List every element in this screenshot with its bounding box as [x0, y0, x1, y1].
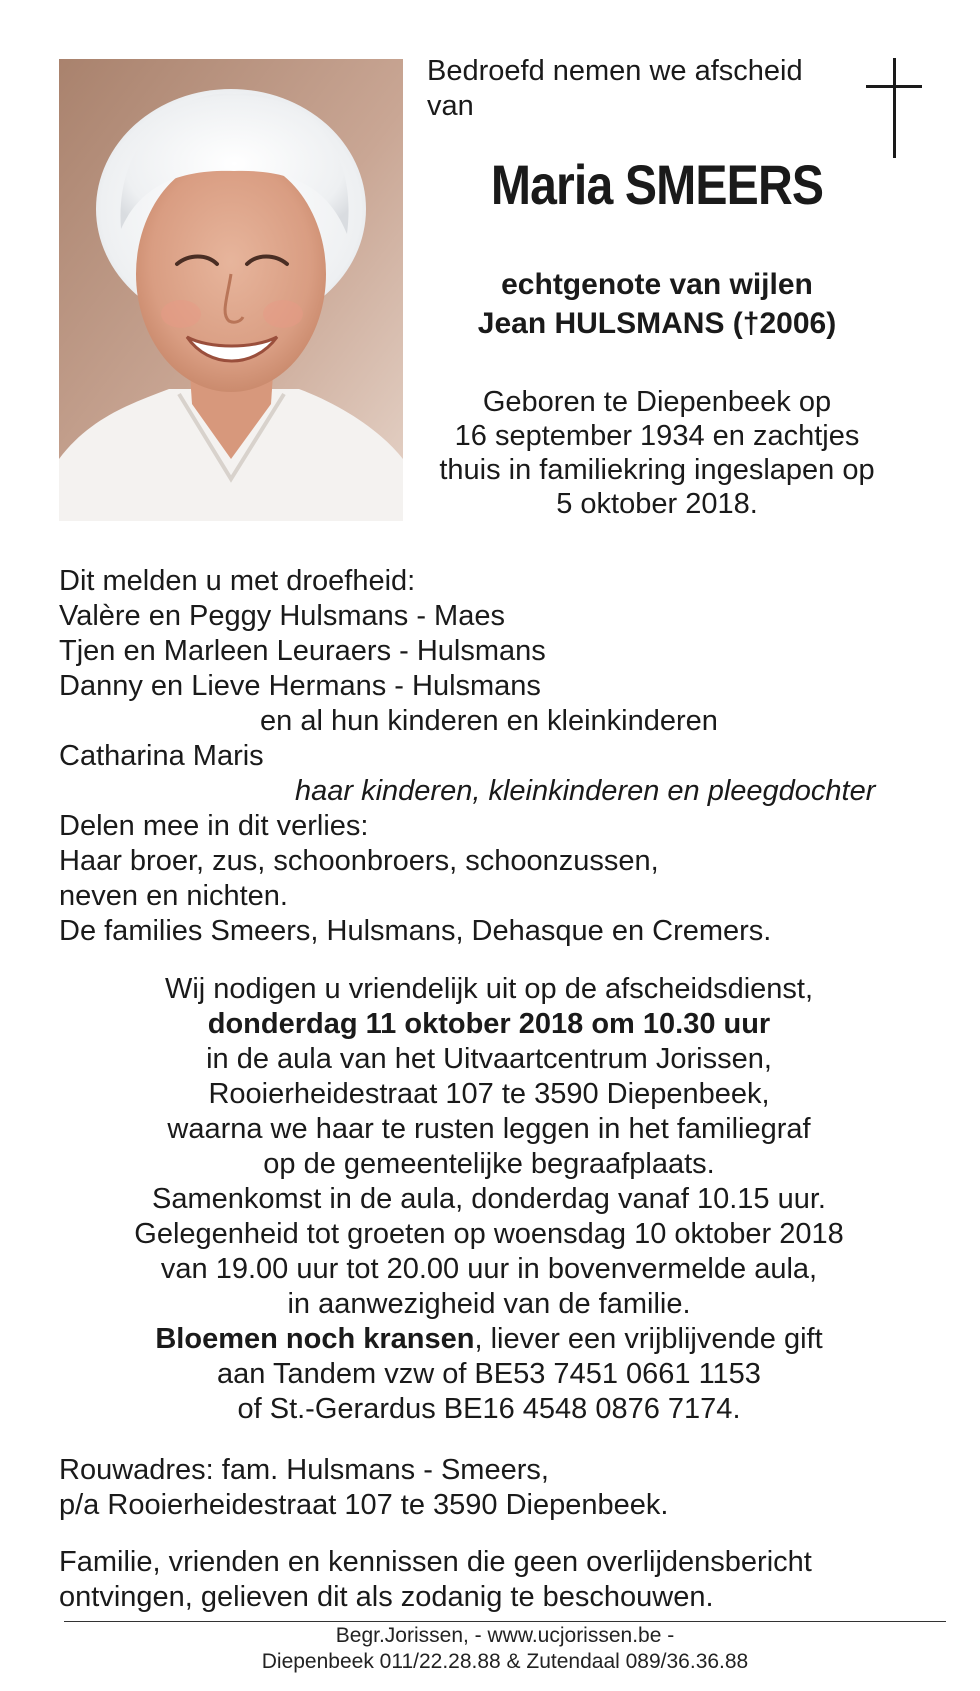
service-line: Rooierheidestraat 107 te 3590 Diepenbeek,	[208, 1078, 770, 1110]
portrait-illustration	[59, 59, 403, 521]
service-line: Gelegenheid tot groeten op woensdag 10 oktober 2018	[134, 1218, 844, 1250]
family-line-italic: haar kinderen, kleinkinderen en pleegdochter	[295, 775, 876, 807]
funeral-home-footer	[64, 1623, 946, 1675]
family-line: Valère en Peggy Hulsmans - Maes	[59, 600, 505, 632]
family-line: neven en nichten.	[59, 880, 288, 912]
notice-line-1: Familie, vrienden en kennissen die geen overlijdensbericht	[59, 1546, 812, 1578]
family-line: Dit melden u met droefheid:	[59, 565, 416, 597]
family-line: Delen mee in dit verlies:	[59, 810, 369, 842]
intro-line-1: Bedroefd nemen we afscheid	[427, 55, 803, 87]
family-announcement	[59, 564, 939, 949]
family-line: Danny en Lieve Hermans - Hulsmans	[59, 670, 541, 702]
service-line: op de gemeentelijke begraafplaats.	[263, 1148, 715, 1180]
birth-line: 16 september 1934 en zachtjes	[454, 420, 860, 452]
service-details	[59, 972, 919, 1427]
footer-divider	[64, 1621, 946, 1622]
service-date-time-bold: donderdag 11 oktober 2018 om 10.30 uur	[207, 1008, 771, 1040]
service-line: Wij nodigen u vriendelijk uit op de afscheidsdienst,	[164, 973, 814, 1005]
service-line: in aanwezigheid van de familie.	[287, 1288, 691, 1320]
spouse-line-1: echtgenote van wijlen	[501, 268, 813, 301]
birth-line: thuis in familiekring ingeslapen op	[439, 454, 875, 486]
intro-text	[427, 54, 857, 124]
address-line-2: p/a Rooierheidestraat 107 te 3590 Diepenbeek.	[59, 1489, 669, 1521]
family-line: en al hun kinderen en kleinkinderen	[260, 705, 718, 737]
footer-line-1: Begr.Jorissen, - www.ucjorissen.be -	[335, 1624, 675, 1647]
family-line: De families Smeers, Hulsmans, Dehasque en Cremers.	[59, 915, 772, 947]
service-date-time	[59, 1007, 919, 1042]
family-line: Catharina Maris	[59, 740, 264, 772]
birth-death-block	[427, 385, 887, 521]
spouse-line-2: Jean HULSMANS (†2006)	[477, 307, 837, 340]
birth-line: Geboren te Diepenbeek op	[482, 386, 832, 418]
notice-line-2: ontvingen, gelieven dit als zodanig te beschouwen.	[59, 1581, 714, 1613]
service-line: of St.-Gerardus BE16 4548 0876 7174.	[237, 1393, 741, 1425]
intro-line-2: van	[427, 90, 474, 122]
cross-icon	[866, 58, 922, 158]
service-line: waarna we haar te rusten leggen in het familiegraf	[167, 1113, 811, 1145]
closing-notice	[59, 1545, 939, 1615]
deceased-name: Maria SMEERS	[490, 153, 824, 216]
family-line: Tjen en Marleen Leuraers - Hulsmans	[59, 635, 546, 667]
birth-line: 5 oktober 2018.	[556, 488, 758, 520]
flowers-bold: Bloemen noch kransen	[155, 1323, 475, 1355]
footer-line-2: Diepenbeek 011/22.28.88 & Zutendaal 089/36.36.88	[261, 1650, 749, 1673]
address-line-1: Rouwadres: fam. Hulsmans - Smeers,	[59, 1454, 549, 1486]
spouse-block	[427, 265, 887, 343]
mourning-address	[59, 1453, 939, 1523]
service-line: van 19.00 uur tot 20.00 uur in bovenvermelde aula,	[160, 1253, 818, 1285]
family-line: Haar broer, zus, schoonbroers, schoonzussen,	[59, 845, 659, 877]
service-line: in de aula van het Uitvaartcentrum Jorissen,	[206, 1043, 772, 1075]
portrait-photo	[59, 59, 403, 521]
service-line: aan Tandem vzw of BE53 7451 0661 1153	[217, 1358, 761, 1390]
service-line: Samenkomst in de aula, donderdag vanaf 10.15 uur.	[152, 1183, 826, 1215]
flowers-rest: , liever een vrijblijvende gift	[474, 1323, 823, 1355]
flowers-line	[59, 1322, 919, 1357]
